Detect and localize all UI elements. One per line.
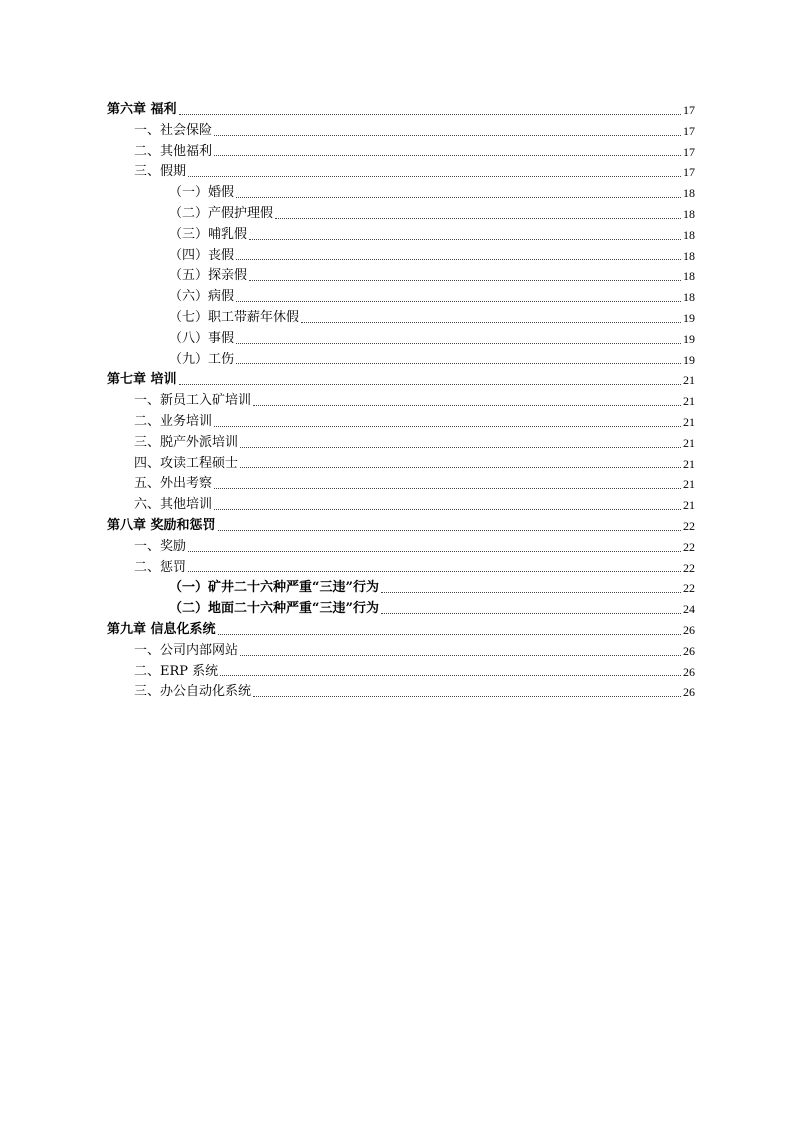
toc-entry-page: 21 bbox=[683, 435, 695, 450]
toc-leader bbox=[240, 466, 681, 468]
toc-entry[interactable] bbox=[107, 350, 695, 371]
toc-entry-page: 22 bbox=[683, 539, 695, 554]
toc-entry-page: 17 bbox=[683, 144, 695, 159]
toc-leader bbox=[275, 217, 681, 219]
toc-entry[interactable] bbox=[107, 412, 695, 433]
toc-entry-title: 二、ERP 系统 bbox=[134, 663, 219, 679]
toc-entry-page: 21 bbox=[683, 456, 695, 471]
toc-entry-title: （一）矿井二十六种严重“三违”行为 bbox=[169, 580, 379, 596]
toc-entry[interactable] bbox=[107, 246, 695, 267]
toc-entry[interactable] bbox=[107, 370, 695, 391]
toc-entry[interactable] bbox=[107, 391, 695, 412]
toc-entry[interactable] bbox=[107, 142, 695, 163]
toc-entry-title: 三、脱产外派培训 bbox=[134, 434, 239, 450]
toc-entry-title: （四）丧假 bbox=[169, 247, 235, 263]
toc-entry-page: 17 bbox=[683, 123, 695, 138]
toc-entry[interactable] bbox=[107, 433, 695, 454]
toc-leader bbox=[218, 633, 681, 635]
toc-leader bbox=[214, 425, 681, 427]
toc-leader bbox=[301, 321, 681, 323]
toc-entry-title: 第九章 信息化系统 bbox=[107, 621, 216, 637]
toc-entry[interactable] bbox=[107, 454, 695, 475]
toc-entry-title: 五、外出考察 bbox=[134, 476, 213, 492]
toc-entry-page: 26 bbox=[683, 685, 695, 700]
toc-leader bbox=[236, 300, 681, 302]
toc-entry-title: 一、新员工入矿培训 bbox=[134, 393, 252, 409]
toc-entry[interactable] bbox=[107, 162, 695, 183]
toc-entry[interactable] bbox=[107, 558, 695, 579]
toc-entry-title: 二、惩罚 bbox=[134, 559, 187, 575]
toc-entry-page: 18 bbox=[683, 269, 695, 284]
toc-entry-page: 19 bbox=[683, 331, 695, 346]
toc-entry-title: （九）工伤 bbox=[169, 351, 235, 367]
toc-leader bbox=[214, 154, 681, 156]
toc-entry-page: 26 bbox=[683, 643, 695, 658]
toc-entry-title: （三）哺乳假 bbox=[169, 226, 248, 242]
toc-entry-title: （一）婚假 bbox=[169, 185, 235, 201]
toc-entry[interactable] bbox=[107, 620, 695, 641]
toc-leader bbox=[240, 654, 681, 656]
toc-entry[interactable] bbox=[107, 662, 695, 683]
toc-leader bbox=[188, 570, 681, 572]
toc-entry[interactable] bbox=[107, 495, 695, 516]
toc-entry-title: 二、其他福利 bbox=[134, 143, 213, 159]
toc-entry[interactable] bbox=[107, 682, 695, 703]
toc-entry[interactable] bbox=[107, 204, 695, 225]
toc-leader bbox=[236, 362, 681, 364]
toc-leader bbox=[236, 342, 681, 344]
toc-entry-page: 18 bbox=[683, 227, 695, 242]
toc-entry-title: （七）职工带薪年休假 bbox=[169, 309, 300, 325]
toc-entry-title: 三、假期 bbox=[134, 164, 187, 180]
toc-entry[interactable] bbox=[107, 578, 695, 599]
toc-entry[interactable] bbox=[107, 599, 695, 620]
toc-leader bbox=[214, 487, 681, 489]
toc-leader bbox=[236, 196, 681, 198]
toc-entry[interactable] bbox=[107, 308, 695, 329]
toc-entry[interactable] bbox=[107, 537, 695, 558]
toc-leader bbox=[218, 529, 681, 531]
toc-entry-title: 一、公司内部网站 bbox=[134, 642, 239, 658]
toc-entry[interactable] bbox=[107, 225, 695, 246]
toc-entry-page: 21 bbox=[683, 414, 695, 429]
toc-entry-title: （二）产假护理假 bbox=[169, 205, 274, 221]
toc-leader bbox=[179, 383, 681, 385]
toc-entry-title: （二）地面二十六种严重“三违”行为 bbox=[169, 601, 379, 617]
toc-leader bbox=[188, 550, 681, 552]
toc-entry-title: 一、社会保险 bbox=[134, 122, 213, 138]
toc-entry-page: 21 bbox=[683, 498, 695, 513]
toc-entry-page: 18 bbox=[683, 290, 695, 305]
toc-entry-page: 21 bbox=[683, 477, 695, 492]
toc-entry[interactable] bbox=[107, 287, 695, 308]
toc-entry-page: 19 bbox=[683, 310, 695, 325]
toc-entry[interactable] bbox=[107, 100, 695, 121]
toc-leader bbox=[214, 134, 681, 136]
toc-leader bbox=[253, 695, 681, 697]
toc-entry-title: （六）病假 bbox=[169, 289, 235, 305]
toc-leader bbox=[253, 404, 681, 406]
toc-leader bbox=[220, 674, 681, 676]
toc-entry[interactable] bbox=[107, 266, 695, 287]
toc-entry[interactable] bbox=[107, 474, 695, 495]
toc-entry-title: 三、办公自动化系统 bbox=[134, 684, 252, 700]
toc-entry[interactable] bbox=[107, 121, 695, 142]
toc-entry-title: 第六章 福利 bbox=[107, 102, 177, 117]
toc-entry-page: 21 bbox=[683, 394, 695, 409]
toc-entry-title: 一、奖励 bbox=[134, 538, 187, 554]
toc-leader bbox=[179, 113, 681, 115]
toc-entry-page: 22 bbox=[683, 581, 695, 596]
toc-entry-title: （五）探亲假 bbox=[169, 268, 248, 284]
toc-entry-page: 22 bbox=[683, 518, 695, 533]
toc-leader bbox=[381, 591, 681, 593]
toc-entry[interactable] bbox=[107, 329, 695, 350]
toc-entry-page: 26 bbox=[683, 664, 695, 679]
toc-entry-page: 22 bbox=[683, 560, 695, 575]
toc-entry-page: 24 bbox=[683, 602, 695, 617]
toc-leader bbox=[249, 279, 681, 281]
toc-entry-page: 21 bbox=[683, 373, 695, 388]
table-of-contents bbox=[107, 100, 695, 703]
toc-entry-title: 六、其他培训 bbox=[134, 497, 213, 513]
toc-entry-page: 19 bbox=[683, 352, 695, 367]
toc-entry-page: 18 bbox=[683, 206, 695, 221]
toc-leader bbox=[236, 258, 681, 260]
toc-entry[interactable] bbox=[107, 183, 695, 204]
toc-leader bbox=[214, 508, 681, 510]
toc-entry-title: （八）事假 bbox=[169, 330, 235, 346]
toc-entry-page: 17 bbox=[683, 103, 695, 117]
toc-entry-page: 18 bbox=[683, 248, 695, 263]
toc-entry-title: 第八章 奖励和惩罚 bbox=[107, 517, 216, 533]
toc-leader bbox=[240, 446, 681, 448]
toc-entry-title: 第七章 培训 bbox=[107, 372, 177, 388]
toc-entry-page: 17 bbox=[683, 165, 695, 180]
toc-entry[interactable] bbox=[107, 516, 695, 537]
toc-entry-title: 二、业务培训 bbox=[134, 413, 213, 429]
toc-leader bbox=[381, 612, 681, 614]
toc-entry-page: 18 bbox=[683, 186, 695, 201]
toc-entry[interactable] bbox=[107, 641, 695, 662]
toc-leader bbox=[249, 238, 681, 240]
toc-entry-title: 四、攻读工程硕士 bbox=[134, 455, 239, 471]
toc-leader bbox=[188, 175, 681, 177]
toc-entry-page: 26 bbox=[683, 622, 695, 637]
